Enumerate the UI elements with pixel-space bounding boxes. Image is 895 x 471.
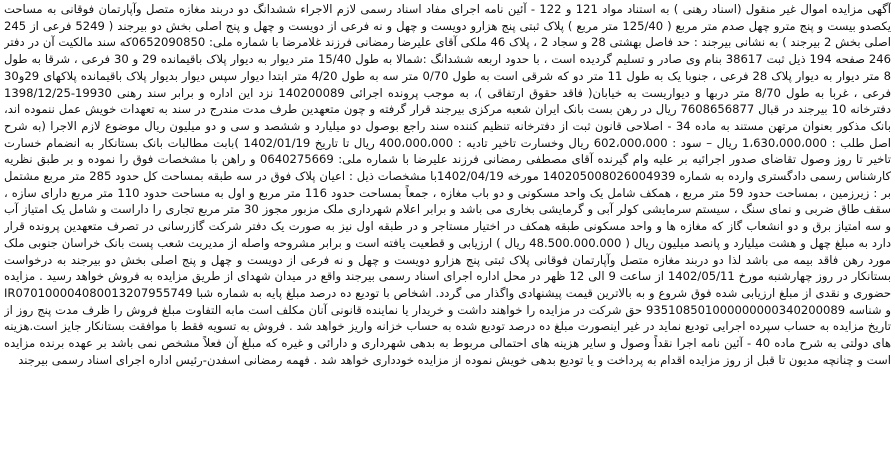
auction-notice: [4, 1, 891, 469]
auction-notice-text: آگهی مزایده اموال غیر منقول (اسناد رهنی ) به استناد مواد 121 و 122 - آئین نامه اجرای مفاد اسناد رسمی لازم الاجراء ششدانگ دو دربند مغازه متصل وآپارتمان فوقانی به مساحت یکصدو بیست و پنج مترو چهل صدم متر مربع ( 125/40 متر مربع ) پلاک ثبتی پنج هزارو دویست و چهل و نه فرعی از دویست و چهل و پنج اصلی بخش دو بیرجند ( 5249 فرعی از 245 اصلی بخش 2 بیرجند ) به نشانی بیرجند : حد فاصل بهشتی 28 و سجاد 2 ، پلاک 46 ملکی آقای علیرضا رمضانی فرزند غلامرضا با شماره ملی: 0652090850که سند مالکیت آن در دفتر 246 صفحه 194 ذیل ثبت 38617 بنام وی صادر و تسلیم گردیده است ، با حدود اربعه ششدانگ :شمالا به طول 15/40 متر دیوار به دیوار پلاک باقیمانده 29 و 30 فرعی ، شرقا به طول 8 متر دیوار به دیوار پلاک 28 فرعی ، جنوبا یک به طول 11 متر دو که شرقی است به طول 0/70 متر سه به طول 4/20 متر ابتدا دیوار سپس دیوار بدیوار پلاک باقیمانده پلاکهای 29و30 فرعی ، غربا به طول 8/70 متر دربها و دیواریست به خیابان( فاقد حقوق ارتفاقی )، به موجب پرونده اجرائی 140200089 نزد این اداره و برابر سند رهنی 19930-1398/12/25 دفترخانه 10 بیرجند در قبال 7608656877 ریال در رهن بست بانک ایران شعبه مرکزی بیرجند قرار گرفته و چون متعهدین طرف مدت مندرج در سند به تعهدات خویش عمل ننموده اند، بانک مذکور بعنوان مرتهن مستند به ماده 34 - اصلاحی قانون ثبت از دفترخانه تنظیم کننده سند راجع بوصول دو میلیارد و ششصد و سی و دو میلیون ریال موضوع لازم الاجرا (به شرح اصل طلب : 1،630،000،000 ریال – سود : 602،000،000 ریال وخسارت تاخیر تادیه : 400،000،000 ریال تا تاریخ 1402/01/19 )بابت مطالبات بانک بستانکار به انضمام خسارت تاخیر تا روز وصول تقاضای صدور اجرائیه بر علیه وام گیرنده آقای مصطفی رمضانی فرزند علیرضا با شماره ملی: 0640275669 و راهن با مشخصات فوق را نموده و بر طبق نظریه کارشناس رسمی دادگستری وارده به شماره 14020500802600493‌9 مورخه 1402/04/19با مشخصات ذیل : اعیان پلاک فوق در سه طبقه بمساحت کل حدود 285 متر مربع مشتمل بر : زیرزمین ، بمساحت حدود 59 متر مربع ، همکف شامل یک واحد مسکونی و دو باب مغازه ، جمعاً بمساحت حدود 116 متر مربع و اول به مساحت حدود 110 متر مربع دارای سازه ، سقف طاق ضربی و نمای سنگ ، سیستم سرمایشی کولر آبی و گرمایشی بخاری می باشد و برابر اعلام شهرداری ملک مزبور مجوز 30 متر مربع تجاری را داراست و شامل یک امتیاز آب و سه امتیاز برق و دو انشعاب گاز که مغازه ها و واحد مسکونی طبقه همکف در اختیار مستاجر و در طبقه اول نیز به صورت یک دفتر شرکت گازرسانی در تصرف متعهدین پرونده قرار دارد به مبلغ چهل و هشت میلیارد و پانصد میلیون ریال ( 48.500.000.000 ریال ) ارزیابی و قطعیت یافته است و برابر مشروحه واصله از مدیریت شعب پست بانک خراسان جنوبی ملک مورد رهن فاقد بیمه می باشد لذا دو دربند مغازه متصل وآپارتمان فوقانی پلاک ثبتی پنج هزارو دویست و چهل و نه فرعی از دویست و چهل و پنج اصلی بخش دو بیرجند به درخواست بستانکار در روز چهارشنبه مورخ 1402/05/11 از ساعت 9 الی 12 ظهر در محل اداره اجرای اسناد رسمی بیرجند واقع در میدان شهدای از طریق مزایده به فروش خواهد رسید . مزایده حضوری و نقدی از مبلغ ارزیابی شده فوق شروع و به بالاترین قیمت پیشنهادی واگذار می گردد. اشخاص با تودیع ده درصد مبلغ پایه به شماره شبا IR070100004080013207955749 و شناسه 935108501000000000340200089 حق شرکت در مزایده را خواهند داشت و خریدار یا نماینده قانونی آنان مکلف است مابه التفاوت مبلغ فروش را ظرف مدت پنج روز از تاریخ مزایده به حساب سپرده اجرایی تودیع نماید در غیر اینصورت مبلغ ده درصد تودیع شده به حساب خزانه واریز خواهد شد . فروش به تسویه فقط با موافقت بستانکار جایز است.هزینه های دولتی به شرح ماده 40 - آئین نامه اجرا نقداً وصول و سایر هزینه های احتمالی مربوط به بدهی شهرداری و دارائی و غیره که مبلغ آن فعلاً مشخص نمی باشد بر عهده برنده مزایده است و چنانچه مدیون تا قبل از روز مزایده اقدام به پرداخت و یا تودیع بدهی خویش نموده از مزایده خودداری خواهد شد . فهمه رمضانی اسفدن-رئیس اداره اجرای اسناد رسمی بیرجند: [4, 2, 891, 367]
